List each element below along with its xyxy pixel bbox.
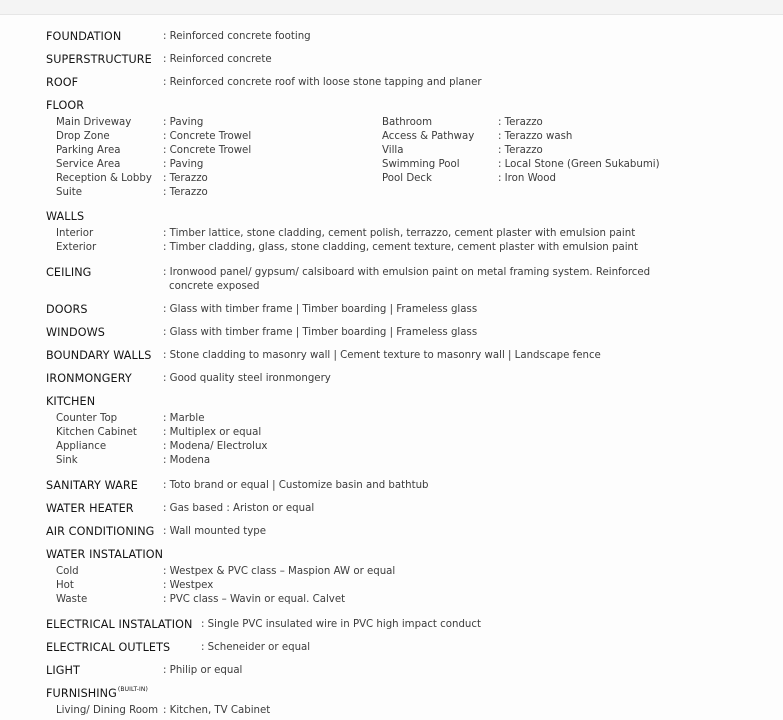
floor-item-name: Villa [382, 145, 404, 156]
windows-label: WINDOWS [46, 326, 106, 339]
sanitary-ware-label: SANITARY WARE [46, 479, 138, 492]
water-instalation-item-value: : Westpex [163, 580, 214, 591]
water-instalation-label: WATER INSTALATION [46, 548, 164, 561]
floor-item-name: Swimming Pool [382, 159, 460, 170]
water-instalation-item-name: Hot [56, 580, 74, 591]
ceiling-value-line2: concrete exposed [169, 281, 260, 292]
kitchen-item-name: Counter Top [56, 413, 118, 424]
boundary-walls-value: : Stone cladding to masonry wall | Cement texture to masonry wall | Landscape fence [163, 350, 601, 361]
kitchen-item-value: : Marble [163, 413, 205, 424]
walls-item-value: : Timber cladding, glass, stone cladding, cement texture, cement plaster with emulsion paint [163, 242, 638, 253]
foundation-label: FOUNDATION [46, 30, 122, 43]
floor-item-name: Access & Pathway [382, 131, 475, 142]
electrical-outlets-label: ELECTRICAL OUTLETS [46, 641, 171, 654]
roof-value: : Reinforced concrete roof with loose stone tapping and planer [163, 77, 482, 88]
furnishing-label: FURNISHING [46, 687, 117, 700]
electrical-instalation-label: ELECTRICAL INSTALATION [46, 618, 193, 631]
ironmongery-label: IRONMONGERY [46, 372, 132, 385]
water-instalation-item-value: : Westpex & PVC class – Maspion AW or equal [163, 566, 396, 577]
floor-item-value: : Concrete Trowel [163, 145, 252, 156]
roof-label: ROOF [46, 76, 79, 89]
floor-item-value: : Concrete Trowel [163, 131, 252, 142]
floor-item-value: : Terazzo [163, 187, 208, 198]
water-instalation-item-name: Waste [56, 594, 88, 605]
floor-item-value: : Terazzo wash [498, 131, 573, 142]
kitchen-item-value: : Modena [163, 455, 211, 466]
floor-item-value: : Paving [163, 117, 204, 128]
kitchen-item-name: Sink [56, 455, 78, 466]
furnishing-item-value: : Kitchen, TV Cabinet [163, 705, 271, 716]
walls-item-value: : Timber lattice, stone cladding, cement polish, terrazzo, cement plaster with emulsion paint [163, 228, 636, 239]
ceiling-value-line1: : Ironwood panel/ gypsum/ calsiboard with emulsion paint on metal framing system. Reinforced [163, 267, 651, 278]
floor-item-name: Reception & Lobby [56, 173, 152, 184]
air-conditioning-value: : Wall mounted type [163, 526, 267, 537]
walls-label: WALLS [46, 210, 85, 223]
foundation-value: : Reinforced concrete footing [163, 31, 311, 42]
sanitary-ware-value: : Toto brand or equal | Customize basin and bathtub [163, 480, 429, 491]
floor-item-value: : Iron Wood [498, 173, 556, 184]
kitchen-item-value: : Modena/ Electrolux [163, 441, 268, 452]
furnishing-heading [46, 687, 148, 700]
floor-item-name: Service Area [56, 159, 121, 170]
floor-item-name: Pool Deck [382, 173, 432, 184]
superstructure-value: : Reinforced concrete [163, 54, 272, 65]
floor-item-value: : Terazzo [498, 117, 543, 128]
floor-item-value: : Paving [163, 159, 204, 170]
specification-sheet [0, 14, 783, 720]
doors-label: DOORS [46, 303, 88, 316]
floor-item-name: Bathroom [382, 117, 433, 128]
electrical-instalation-value: : Single PVC insulated wire in PVC high impact conduct [201, 619, 481, 630]
superstructure-label: SUPERSTRUCTURE [46, 53, 152, 66]
electrical-outlets-value: : Scheneider or equal [201, 642, 311, 653]
water-heater-value: : Gas based : Ariston or equal [163, 503, 315, 514]
floor-item-name: Main Driveway [56, 117, 132, 128]
ironmongery-value: : Good quality steel ironmongery [163, 373, 331, 384]
walls-item-name: Exterior [56, 242, 97, 253]
floor-item-value: : Terazzo [498, 145, 543, 156]
ceiling-label: CEILING [46, 266, 92, 279]
light-value: : Philip or equal [163, 665, 243, 676]
kitchen-label: KITCHEN [46, 395, 96, 408]
top-border [0, 0, 783, 15]
floor-item-name: Drop Zone [56, 131, 110, 142]
water-heater-label: WATER HEATER [46, 502, 134, 515]
kitchen-item-value: : Multiplex or equal [163, 427, 262, 438]
kitchen-item-name: Appliance [56, 441, 107, 452]
boundary-walls-label: BOUNDARY WALLS [46, 349, 152, 362]
floor-item-name: Suite [56, 187, 83, 198]
air-conditioning-label: AIR CONDITIONING [46, 525, 155, 538]
windows-value: : Glass with timber frame | Timber boarding | Frameless glass [163, 327, 478, 338]
doors-value: : Glass with timber frame | Timber boarding | Frameless glass [163, 304, 478, 315]
floor-item-value: : Terazzo [163, 173, 208, 184]
kitchen-item-name: Kitchen Cabinet [56, 427, 137, 438]
floor-item-name: Parking Area [56, 145, 121, 156]
furnishing-note: (BUILT-IN) [117, 686, 148, 693]
furnishing-item-name: Living/ Dining Room [56, 705, 159, 716]
light-label: LIGHT [46, 664, 80, 677]
floor-item-value: : Local Stone (Green Sukabumi) [498, 159, 660, 170]
walls-item-name: Interior [56, 228, 94, 239]
water-instalation-item-name: Cold [56, 566, 79, 577]
floor-label: FLOOR [46, 99, 85, 112]
water-instalation-item-value: : PVC class – Wavin or equal. Calvet [163, 594, 346, 605]
